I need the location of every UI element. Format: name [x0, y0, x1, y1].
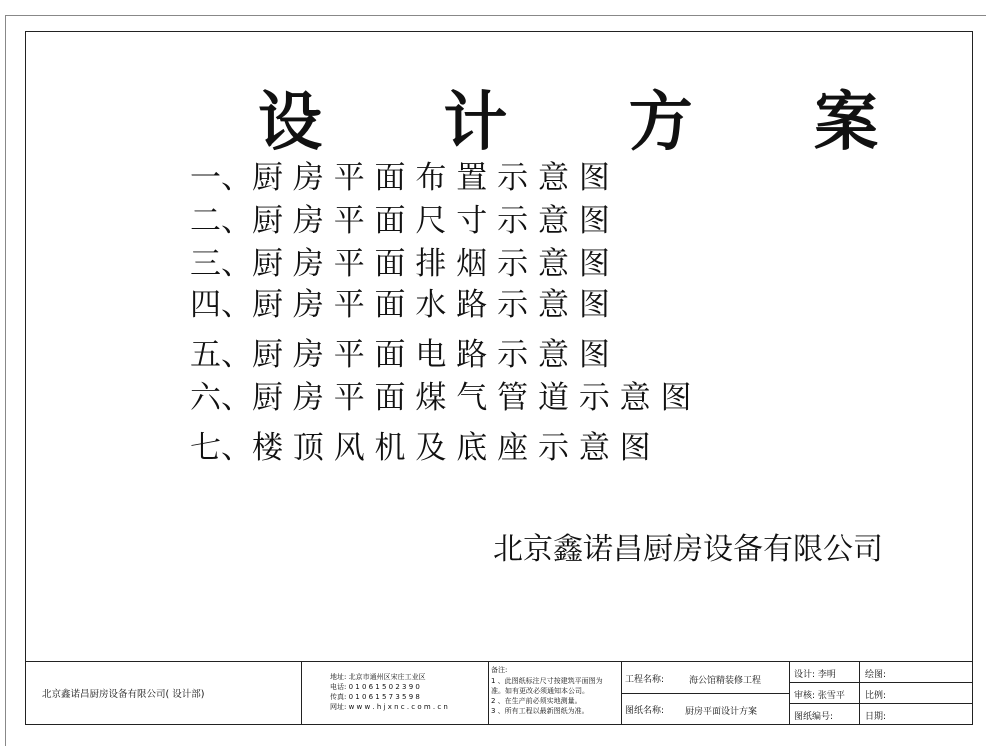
project-label: 工程名称:	[625, 675, 665, 685]
contents-item: 七、楼 顶 风 机 及 底 座 示 意 图	[190, 430, 651, 466]
reviewer: 审核: 张雪平	[794, 691, 845, 701]
document-title	[258, 85, 878, 160]
drawing-value: 厨房平面设计方案	[685, 707, 758, 717]
fax: 传真: 0 1 0 6 1 5 7 3 5 9 8	[330, 693, 420, 701]
divider	[488, 662, 489, 724]
contents-item: 一、厨 房 平 面 布 置 示 意 图	[190, 160, 610, 196]
note-line: 2 、在生产前必须实地测量。	[491, 697, 582, 705]
contents-item: 四、厨 房 平 面 水 路 示 意 图	[190, 287, 610, 323]
title-char: 设	[258, 85, 322, 160]
divider	[789, 703, 972, 704]
title-block	[25, 661, 972, 724]
note-line: 3 、所有工程以最新图纸为准。	[491, 707, 589, 715]
drawing-label: 图纸名称:	[625, 706, 665, 716]
title-char: 方	[628, 85, 693, 160]
divider	[301, 662, 302, 724]
note-line: 1 、此图纸标注尺寸按建筑平面图为	[491, 677, 603, 685]
drawing-number-label: 图纸编号:	[794, 712, 834, 722]
notes-title: 备注:	[491, 666, 508, 674]
contents-item: 二、厨 房 平 面 尺 寸 示 意 图	[190, 203, 610, 239]
contents-item: 五、厨 房 平 面 电 路 示 意 图	[190, 337, 610, 373]
scale-label: 比例:	[865, 691, 887, 701]
company-name: 北京鑫诺昌厨房设备有限公司	[493, 532, 883, 567]
website: 网址: w w w . h j x n c . c o m . c n	[330, 703, 448, 711]
contents-item: 六、厨 房 平 面 煤 气 管 道 示 意 图	[190, 380, 692, 416]
divider	[621, 693, 789, 694]
designer: 设计: 李明	[794, 670, 836, 680]
phone: 电话: 0 1 0 6 1 5 0 2 3 9 0	[330, 683, 420, 691]
note-line: 准。如有更改必须通知本公司。	[491, 687, 589, 695]
company-dept: 北京鑫诺昌厨房设备有限公司( 设计部)	[42, 689, 205, 700]
contents-item: 三、厨 房 平 面 排 烟 示 意 图	[190, 246, 610, 282]
title-char: 案	[813, 85, 878, 160]
project-value: 海公馆精装修工程	[689, 676, 762, 686]
address: 地址: 北京市通州区宋庄工业区	[330, 673, 426, 681]
divider	[859, 662, 860, 724]
divider	[789, 662, 790, 724]
draw-label: 绘图:	[865, 670, 887, 680]
divider	[789, 682, 972, 683]
date-label: 日期:	[865, 712, 887, 722]
title-char: 计	[443, 85, 508, 160]
